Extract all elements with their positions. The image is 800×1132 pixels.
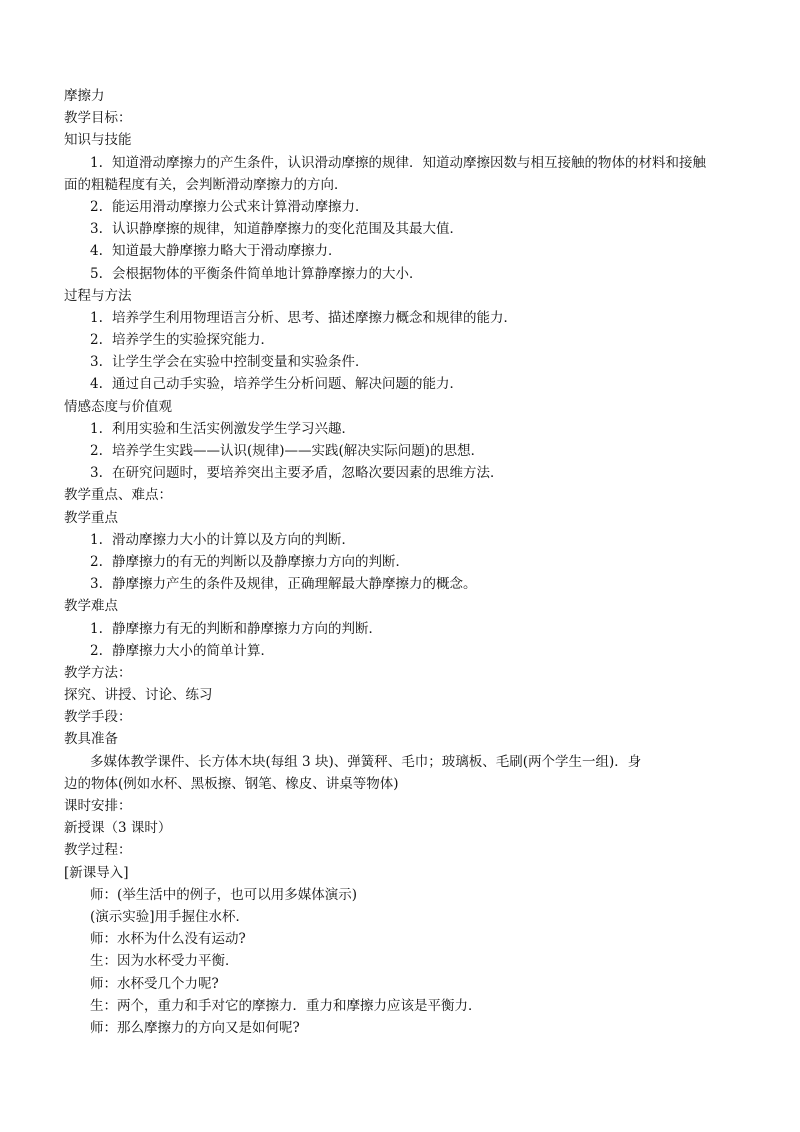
list-item (64, 418, 744, 440)
item-number: 3. (90, 576, 103, 593)
dialogue-line: 生：因为水杯受力平衡． (90, 953, 239, 970)
item-text: 静摩擦力有无的判断和静摩擦力方向的判断． (112, 620, 382, 637)
list-item (64, 263, 744, 285)
procedure-heading: 教学过程： (64, 842, 132, 859)
item-text: 通过自己动手实验，培养学生分析问题、解决问题的能力． (112, 376, 463, 393)
knowledge-heading: 知识与技能 (64, 132, 132, 149)
goals-heading: 教学目标： (64, 110, 132, 127)
equipment-line: 多媒体教学课件、长方体木块(每组 3 块)、弹簧秤、毛巾；玻璃板、毛刷(两个学生一组)．身 (90, 753, 642, 770)
item-text: 知道最大静摩擦力略大于滑动摩擦力． (112, 243, 342, 260)
item-number: 3. (90, 354, 103, 371)
item-text: 让学生学会在实验中控制变量和实验条件． (112, 354, 369, 371)
method-heading: 教学方法： (64, 664, 132, 681)
list-item (64, 196, 744, 218)
keypoints-heading: 教学重点、难点： (64, 487, 172, 504)
item-text: 能运用滑动摩擦力公式来计算滑动摩擦力． (112, 198, 369, 215)
item-text: 利用实验和生活实例激发学生学习兴趣． (112, 420, 355, 437)
item-number: 1. (90, 620, 103, 637)
list-item (64, 640, 744, 662)
process-heading: 过程与方法 (64, 287, 132, 304)
item-text: 知道滑动摩擦力的产生条件，认识滑动摩擦的规律．知道动摩擦因数与相互接触的物体的材料和接触 (112, 154, 706, 171)
equipment-heading: 教具准备 (64, 731, 118, 748)
item-number: 3. (90, 221, 103, 238)
item-number: 2. (90, 443, 103, 459)
list-item (64, 573, 744, 595)
means-heading: 教学手段： (64, 709, 132, 726)
doc-title: 摩擦力 (64, 88, 105, 104)
list-item (64, 329, 744, 351)
intro-heading: [新课导入] (64, 864, 129, 881)
item-text: 在研究问题时，要培养突出主要矛盾，忽略次要因素的思维方法． (112, 465, 504, 482)
item-text: 滑动摩擦力大小的计算以及方向的判断． (112, 531, 355, 548)
equipment-line: 边的物体(例如水杯、黑板擦、钢笔、橡皮、讲桌等物体) (64, 775, 399, 792)
dialogue-line: 师：水杯受几个力呢? (90, 975, 219, 992)
item-text: 会根据物体的平衡条件简单地计算静摩擦力的大小． (112, 265, 423, 282)
item-number: 1. (90, 531, 103, 548)
method-text: 探究、讲授、讨论、练习 (64, 687, 213, 704)
item-number: 2. (90, 642, 103, 659)
item-number: 2. (90, 553, 103, 570)
item-number: 4. (90, 376, 103, 393)
list-item (64, 440, 744, 462)
item-number: 4. (90, 243, 103, 260)
item-text: 培养学生的实验探究能力． (112, 332, 274, 349)
list-item (64, 152, 744, 174)
list-item (64, 218, 744, 240)
dialogue-line: (演示实验]用手握住水杯． (90, 908, 250, 925)
list-item (64, 529, 744, 551)
item-number: 5. (90, 265, 103, 282)
dialogue-line: 生：两个，重力和手对它的摩擦力．重力和摩擦力应该是平衡力． (90, 997, 482, 1014)
item-text: 静摩擦力产生的条件及规律，正确理解最大静摩擦力的概念。 (112, 576, 477, 593)
schedule-heading: 课时安排： (64, 798, 132, 814)
list-item (64, 240, 744, 262)
schedule-text: 新授课（3 课时） (64, 820, 172, 837)
list-item (64, 618, 744, 640)
item-text: 培养学生利用物理语言分析、思考、描述摩擦力概念和规律的能力． (112, 309, 517, 326)
item-number: 3. (90, 465, 103, 482)
dialogue-line: 师：水杯为什么没有运动? (90, 931, 246, 948)
list-item (64, 462, 744, 484)
list-item (64, 351, 744, 373)
item-text: 静摩擦力大小的简单计算． (112, 642, 274, 659)
list-item (64, 551, 744, 573)
item-text: 静摩擦力的有无的判断以及静摩擦力方向的判断． (112, 553, 409, 570)
list-item (64, 307, 744, 329)
list-item (64, 373, 744, 395)
list-item-continuation: 面的粗糙程度有关，会判断滑动摩擦力的方向． (64, 176, 348, 193)
item-text: 培养学生实践——认识(规律)——实践(解决实际问题)的思想． (112, 443, 485, 459)
dialogue-line: 师：(举生活中的例子，也可以用多媒体演示) (90, 886, 358, 903)
item-text: 认识静摩擦的规律，知道静摩擦力的变化范围及其最大值． (112, 221, 463, 238)
item-number: 2. (90, 198, 103, 215)
focus-heading: 教学重点 (64, 509, 118, 526)
item-number: 2. (90, 332, 103, 349)
item-number: 1. (90, 309, 103, 326)
difficulty-heading: 教学难点 (64, 598, 118, 615)
attitude-heading: 情感态度与价值观 (64, 398, 172, 415)
dialogue-line: 师：那么摩擦力的方向又是如何呢? (90, 1019, 300, 1036)
document-content (64, 85, 744, 1039)
item-number: 1. (90, 154, 103, 171)
item-number: 1. (90, 420, 103, 437)
